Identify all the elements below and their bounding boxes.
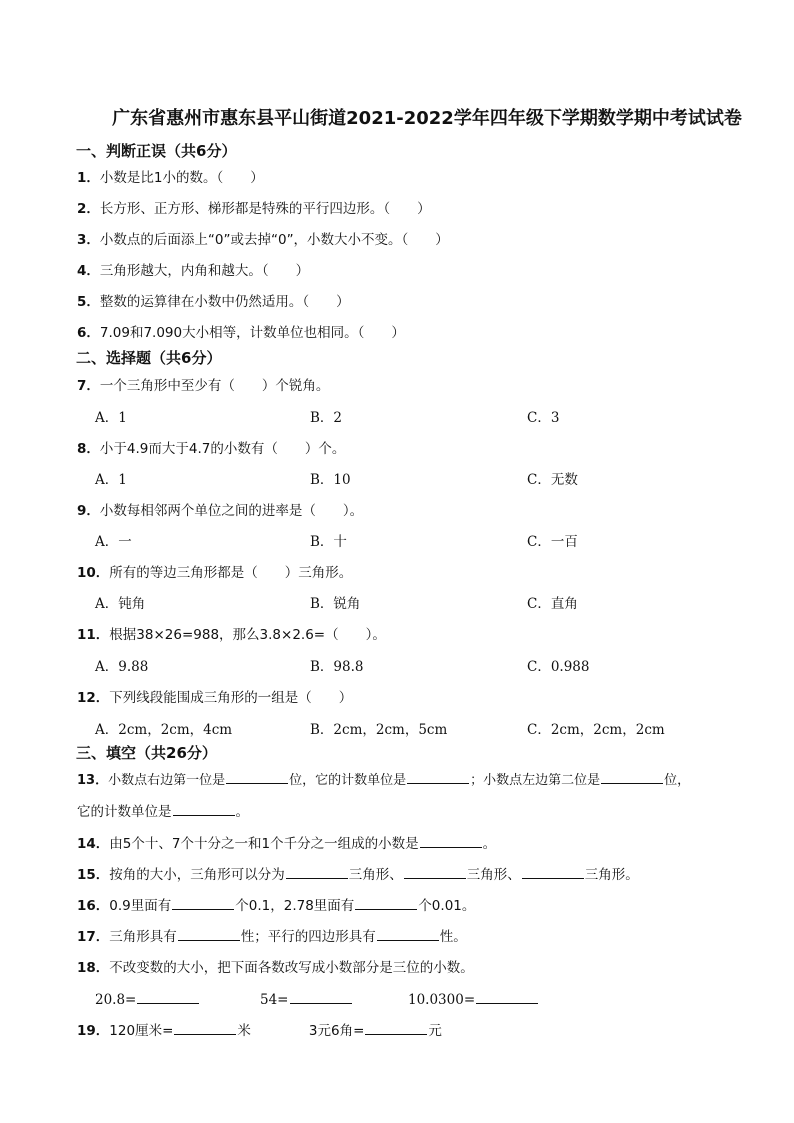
option-c: C．无数: [527, 472, 578, 488]
question-text: 元: [428, 1023, 442, 1039]
question-text: 小数是比1小的数。（ ）: [99, 170, 264, 186]
question-number: 19．: [77, 1023, 110, 1039]
question-text: 位，: [664, 773, 691, 788]
answer-blank[interactable]: [173, 801, 235, 816]
exam-title: 广东省惠州市惠东县平山街道2021-2022学年四年级下学期数学期中考试试卷: [112, 108, 742, 129]
question-2: [77, 197, 431, 217]
question-number: 8．: [77, 441, 100, 457]
answer-blank[interactable]: [355, 895, 417, 910]
answer-blank[interactable]: [522, 864, 584, 879]
question-19: [77, 1019, 442, 1039]
question-text: 根据38×26=988，那么3.8×2.6=（ ）。: [109, 627, 386, 643]
answer-blank[interactable]: [174, 1020, 236, 1035]
question-17: [77, 925, 467, 945]
question-text: 一个三角形中至少有（ ）个锐角。: [99, 378, 330, 394]
option-b: B．98.8: [310, 659, 364, 675]
question-1: [77, 166, 264, 186]
question-text: 个0.01。: [418, 898, 476, 914]
question-9: [77, 499, 363, 519]
question-text: 个0.1，2.78里面有: [235, 898, 355, 914]
question-4: [77, 259, 309, 279]
answer-blank[interactable]: [137, 989, 199, 1004]
question-number: 7．: [77, 378, 100, 394]
question-8: [77, 437, 345, 457]
question-text: 7.09和7.090大小相等，计数单位也相同。（ ）: [99, 325, 405, 341]
question-16: [77, 894, 475, 914]
question-text: 由5个十、7个十分之一和1个千分之一组成的小数是: [109, 836, 419, 852]
question-text: ；小数点左边第二位是: [470, 773, 601, 788]
option-a: A．1: [95, 472, 127, 488]
question-5: [77, 290, 350, 310]
question-text: 三角形、: [348, 867, 403, 883]
option-a: A．1: [95, 410, 127, 426]
answer-blank[interactable]: [377, 926, 439, 941]
answer-blank[interactable]: [420, 833, 482, 848]
conversion-item-3: [408, 989, 539, 1008]
answer-blank[interactable]: [226, 769, 288, 784]
conversion-expression: 10.0300=: [408, 992, 476, 1008]
option-a: A．钝角: [95, 596, 146, 612]
question-number: 17．: [77, 929, 110, 945]
option-c: C．0.988: [527, 659, 590, 675]
answer-blank[interactable]: [178, 926, 240, 941]
question-number: 11．: [77, 627, 110, 643]
question-number: 13．: [77, 773, 109, 788]
question-text: 0.9里面有: [109, 898, 172, 914]
option-c: C．2cm，2cm，2cm: [527, 722, 665, 738]
answer-blank[interactable]: [172, 895, 234, 910]
answer-blank[interactable]: [476, 989, 538, 1004]
option-c: C．3: [527, 410, 560, 426]
option-a: A．9.88: [95, 659, 149, 675]
question-text: 小数每相邻两个单位之间的进率是（ ）。: [99, 503, 364, 519]
question-number: 9．: [77, 503, 100, 519]
question-text: 三角形具有: [109, 929, 177, 945]
question-text: 整数的运算律在小数中仍然适用。（ ）: [99, 294, 350, 310]
question-text: 三角形。: [584, 867, 639, 883]
question-18: [77, 956, 474, 976]
question-text: 120厘米=: [109, 1023, 174, 1039]
question-3: [77, 228, 449, 248]
question-text: 小于4.9而大于4.7的小数有（ ）个。: [99, 441, 346, 457]
question-text: 小数点的后面添上“0”或去掉“0”，小数大小不变。（ ）: [99, 232, 449, 248]
question-6: [77, 321, 405, 341]
question-14: [77, 832, 496, 852]
option-a: A．2cm，2cm，4cm: [95, 722, 233, 738]
option-b: B．2cm，2cm，5cm: [310, 722, 448, 738]
question-text: 三角形、: [466, 867, 521, 883]
question-text: 。: [482, 836, 497, 852]
question-13-continued: [77, 800, 249, 820]
section-heading-judgement: 一、判断正误（共6分）: [76, 142, 237, 160]
question-text: 长方形、正方形、梯形都是特殊的平行四边形。（ ）: [99, 201, 431, 217]
answer-blank[interactable]: [404, 864, 466, 879]
question-7: [77, 374, 329, 394]
question-text: 所有的等边三角形都是（ ）三角形。: [109, 565, 353, 581]
question-13: [77, 769, 690, 788]
question-number: 15．: [77, 867, 110, 883]
question-number: 18．: [77, 960, 110, 976]
answer-blank[interactable]: [407, 769, 469, 784]
question-number: 14．: [77, 836, 110, 852]
question-number: 3．: [77, 232, 100, 248]
question-number: 12．: [77, 690, 110, 706]
conversion-item-1: [95, 989, 200, 1008]
question-number: 4．: [77, 263, 100, 279]
question-text: 性。: [439, 929, 467, 945]
answer-blank[interactable]: [365, 1020, 427, 1035]
question-number: 2．: [77, 201, 100, 217]
section-heading-choice: 二、选择题（共6分）: [76, 349, 222, 367]
question-number: 5．: [77, 294, 100, 310]
question-number: 16．: [77, 898, 110, 914]
question-10: [77, 561, 352, 581]
answer-blank[interactable]: [290, 989, 352, 1004]
question-number: 1．: [77, 170, 100, 186]
question-text: 下列线段能围成三角形的一组是（ ）: [109, 690, 353, 706]
option-b: B．10: [310, 472, 351, 488]
question-text: 位，它的计数单位是: [289, 773, 407, 788]
option-c: C．一百: [527, 534, 578, 550]
question-text: 米: [237, 1023, 251, 1039]
question-text: 不改变数的大小，把下面各数改写成小数部分是三位的小数。: [109, 960, 474, 976]
conversion-item-2: [260, 989, 353, 1008]
question-text: 小数点右边第一位是: [108, 773, 226, 788]
option-b: B．锐角: [310, 596, 361, 612]
question-number: 10．: [77, 565, 110, 581]
option-c: C．直角: [527, 596, 578, 612]
answer-blank[interactable]: [286, 864, 348, 879]
conversion-expression: 20.8=: [95, 992, 137, 1008]
section-heading-fill-blank: 三、填空（共26分）: [76, 744, 217, 762]
question-11: [77, 623, 386, 643]
question-text: 三角形越大，内角和越大。（ ）: [99, 263, 310, 279]
question-text: 它的计数单位是: [77, 804, 172, 820]
question-number: 6．: [77, 325, 100, 341]
conversion-expression: 54=: [260, 992, 289, 1008]
option-b: B．十: [310, 534, 347, 550]
question-15: [77, 863, 639, 883]
question-text: 3元6角=: [308, 1023, 365, 1039]
question-text: 性；平行的四边形具有: [240, 929, 376, 945]
answer-blank[interactable]: [601, 769, 663, 784]
question-text: 按角的大小，三角形可以分为: [109, 867, 285, 883]
question-12: [77, 686, 352, 706]
option-a: A．一: [95, 534, 132, 550]
question-text: 。: [235, 804, 249, 820]
option-b: B．2: [310, 410, 343, 426]
